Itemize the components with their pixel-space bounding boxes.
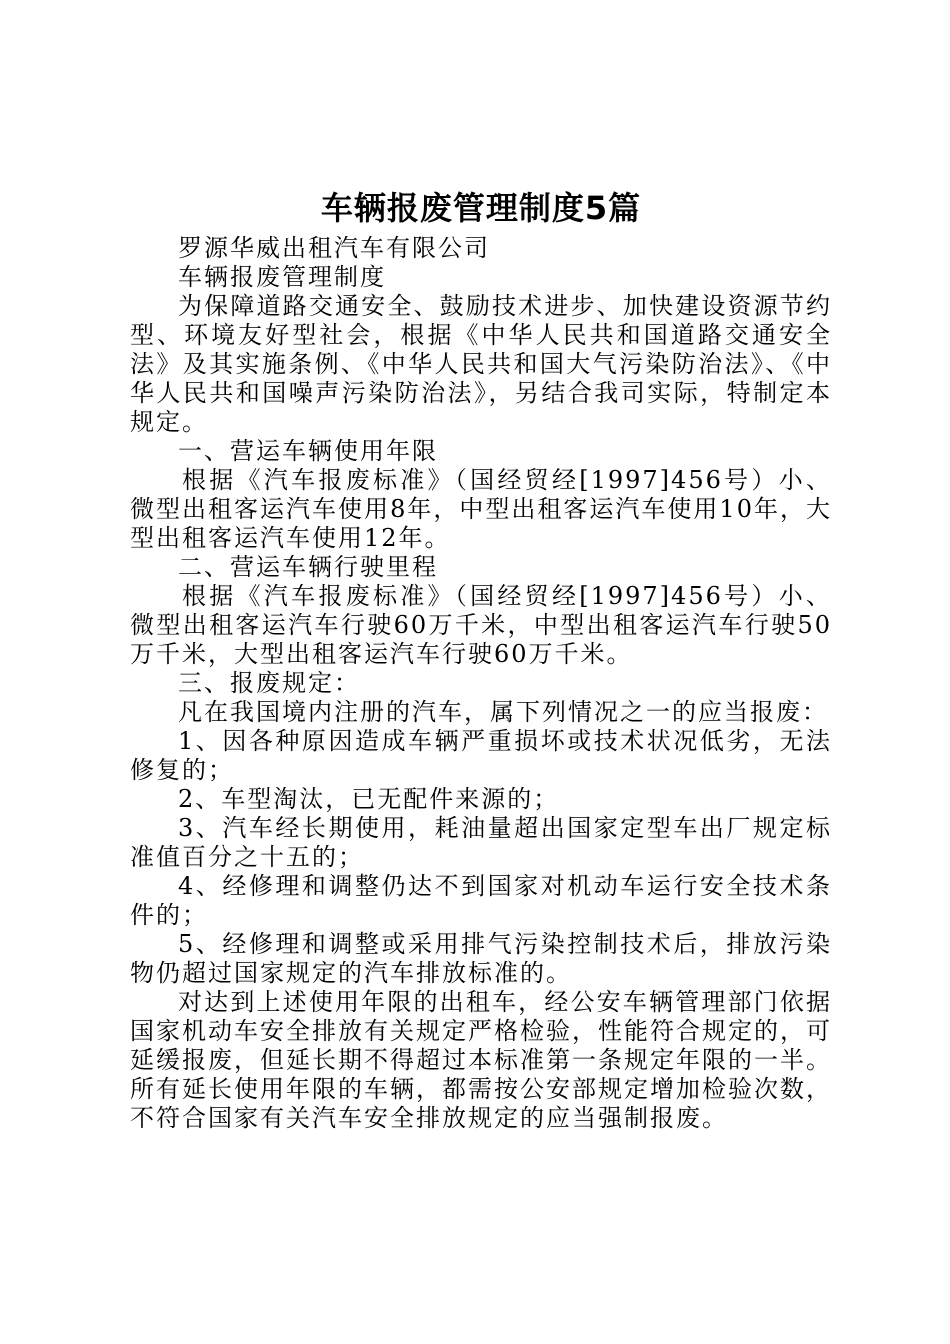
document-body bbox=[130, 234, 832, 1133]
section-heading-3: 三、报废规定： bbox=[178, 669, 360, 697]
list-item-3: 3、汽车经长期使用，耗油量超出国家定型车出厂规定标准值百分之十五的； bbox=[130, 814, 832, 871]
section-3-lead: 凡在我国境内注册的汽车，属下列情况之一的应当报废： bbox=[178, 698, 828, 726]
section-2-paragraph: 根据《汽车报废标准》（国经贸经[1997]456号）小、微型出租客运汽车行驶60万千米，中型出租客运汽车行驶50万千米，大型出租客运汽车行驶60万千米。 bbox=[130, 582, 832, 668]
list-item-4: 4、经修理和调整仍达不到国家对机动车运行安全技术条件的； bbox=[130, 872, 832, 929]
list-item-5: 5、经修理和调整或采用排气污染控制技术后，排放污染物仍超过国家规定的汽车排放标准的。 bbox=[130, 930, 832, 987]
closing-paragraph: 对达到上述使用年限的出租车，经公安车辆管理部门依据国家机动车安全排放有关规定严格检验，性能符合规定的，可延缓报废，但延长期不得超过本标准第一条规定年限的一半。所有延长使用年限的车辆，都需按公安部规定增加检验次数，不符合国家有关汽车安全排放规定的应当强制报废。 bbox=[130, 988, 832, 1132]
subtitle: 车辆报废管理制度 bbox=[178, 263, 386, 291]
list-item-2: 2、车型淘汰，已无配件来源的； bbox=[178, 785, 560, 813]
section-heading-2: 二、营运车辆行驶里程 bbox=[178, 553, 438, 581]
list-item-1: 1、因各种原因造成车辆严重损坏或技术状况低劣，无法修复的； bbox=[130, 727, 832, 784]
document-title: 车辆报废管理制度5篇 bbox=[320, 189, 642, 227]
company-name: 罗源华威出租汽车有限公司 bbox=[178, 234, 490, 262]
section-heading-1: 一、营运车辆使用年限 bbox=[178, 437, 438, 465]
intro-paragraph: 为保障道路交通安全、鼓励技术进步、加快建设资源节约型、环境友好型社会，根据《中华人民共和国道路交通安全法》及其实施条例、《中华人民共和国大气污染防治法》、《中华人民共和国噪声污染防治法》，另结合我司实际，特制定本规定。 bbox=[130, 292, 832, 436]
section-1-paragraph: 根据《汽车报废标准》（国经贸经[1997]456号）小、微型出租客运汽车使用8年，中型出租客运汽车使用10年，大型出租客运汽车使用12年。 bbox=[130, 466, 832, 552]
